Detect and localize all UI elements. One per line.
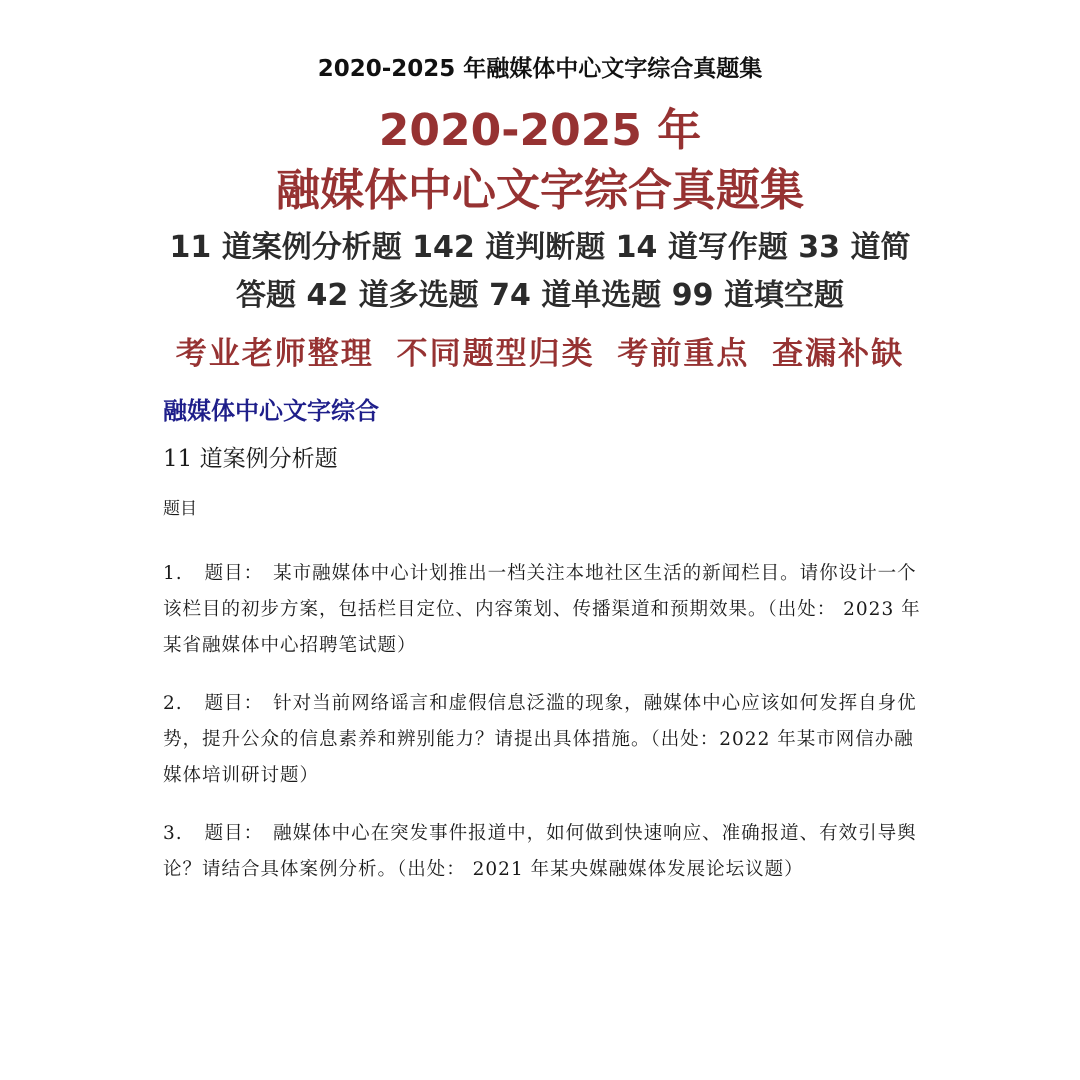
question-item [163,556,933,664]
main-title-year: 2020-2025 年 [378,105,702,156]
slogan: 考业老师整理 不同题型归类 考前重点 查漏补缺 [175,336,905,372]
questions-label: 题目 [163,499,197,519]
question-number: 2. [163,693,183,714]
question-counts-line2: 答题 42 道多选题 74 道单选题 99 道填空题 [236,278,844,313]
question-label: 题目： [204,823,264,844]
question-label: 题目： [204,563,264,584]
section-heading: 融媒体中心文字综合 [163,397,379,425]
question-text: 某市融媒体中心计划推出一档关注本地社区生活的新闻栏目。请你设计一个该栏目的初步方案，包括栏目定位、内容策划、传播渠道和预期效果。（出处： 2023 年某省融媒体中心招聘笔试题） [163,563,921,656]
page-header-title: 2020-2025 年融媒体中心文字综合真题集 [317,56,763,82]
question-number: 3. [163,823,183,844]
question-item [163,816,933,888]
question-item [163,686,933,794]
subsection-title: 11 道案例分析题 [163,446,338,472]
question-label: 题目： [204,693,264,714]
question-text: 融媒体中心在突发事件报道中，如何做到快速响应、准确报道、有效引导舆论？请结合具体案例分析。（出处： 2021 年某央媒融媒体发展论坛议题） [163,823,917,880]
main-title-name: 融媒体中心文字综合真题集 [276,165,804,216]
question-text: 针对当前网络谣言和虚假信息泛滥的现象，融媒体中心应该如何发挥自身优势，提升公众的信息素养和辨别能力？请提出具体措施。（出处：2022 年某市网信办融媒体培训研讨题） [163,693,917,786]
question-counts-line1: 11 道案例分析题 142 道判断题 14 道写作题 33 道简 [169,230,911,265]
question-number: 1. [163,563,183,584]
